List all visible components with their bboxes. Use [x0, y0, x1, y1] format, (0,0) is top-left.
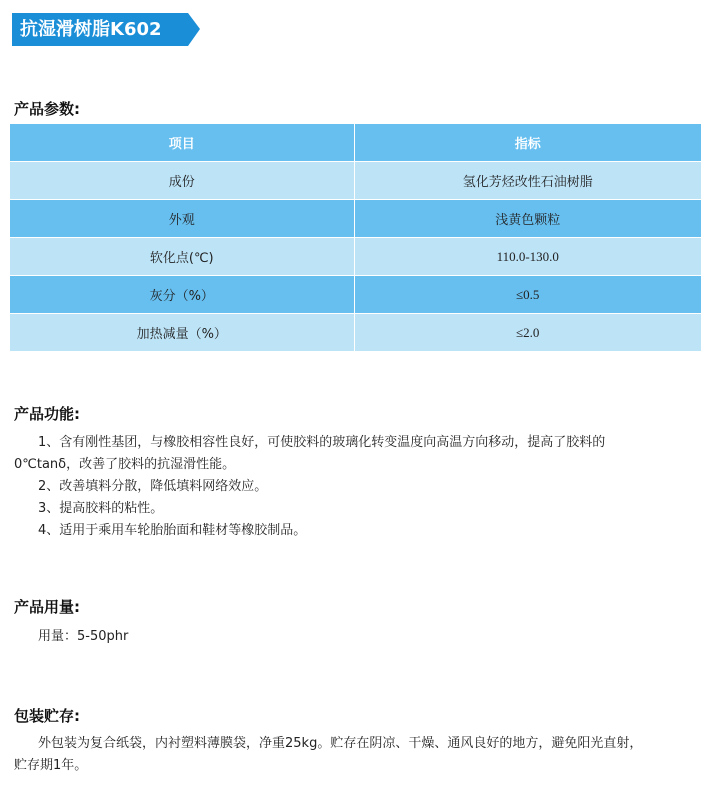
row-item: 加热减量（%）: [10, 314, 354, 352]
function-line: 0℃tanδ，改善了胶料的抗湿滑性能。: [14, 457, 236, 472]
table-row: [10, 314, 701, 352]
section-title-params: 产品参数:: [14, 100, 80, 118]
row-item: 外观: [10, 200, 354, 238]
header-item: 项目: [10, 124, 354, 162]
section-title-functions: 产品功能:: [14, 405, 80, 423]
dosage-text: 用量：5-50phr: [38, 629, 129, 644]
title-banner: [12, 13, 200, 46]
packaging-line: 贮存期1年。: [14, 758, 88, 773]
function-line: 4、适用于乘用车轮胎胎面和鞋材等橡胶制品。: [38, 523, 307, 538]
row-item: 软化点(℃): [10, 238, 354, 276]
header-value: 指标: [354, 124, 701, 162]
function-line: 1、含有刚性基团，与橡胶相容性良好，可使胶料的玻璃化转变温度向高温方向移动，提高了胶料的: [38, 435, 606, 450]
table-header-row: [10, 124, 701, 162]
row-value: ≤2.0: [354, 314, 701, 352]
row-item: 灰分（%）: [10, 276, 354, 314]
section-title-dosage: 产品用量:: [14, 598, 80, 616]
table-row: [10, 162, 701, 200]
row-value: 110.0-130.0: [354, 238, 701, 276]
params-table: [10, 124, 701, 352]
row-value: 氢化芳烃改性石油树脂: [354, 162, 701, 200]
function-line: 2、改善填料分散，降低填料网络效应。: [38, 479, 268, 494]
function-line: 3、提高胶料的粘性。: [38, 501, 164, 516]
row-item: 成份: [10, 162, 354, 200]
row-value: ≤0.5: [354, 276, 701, 314]
table-row: [10, 200, 701, 238]
packaging-line: 外包装为复合纸袋，内衬塑料薄膜袋，净重25kg。贮存在阴凉、干燥、通风良好的地方，避免阳光直射，: [38, 736, 643, 751]
table-row: [10, 276, 701, 314]
table-row: [10, 238, 701, 276]
row-value: 浅黄色颗粒: [354, 200, 701, 238]
section-title-packaging: 包装贮存:: [14, 707, 80, 725]
page-title: 抗湿滑树脂K602: [20, 19, 162, 40]
